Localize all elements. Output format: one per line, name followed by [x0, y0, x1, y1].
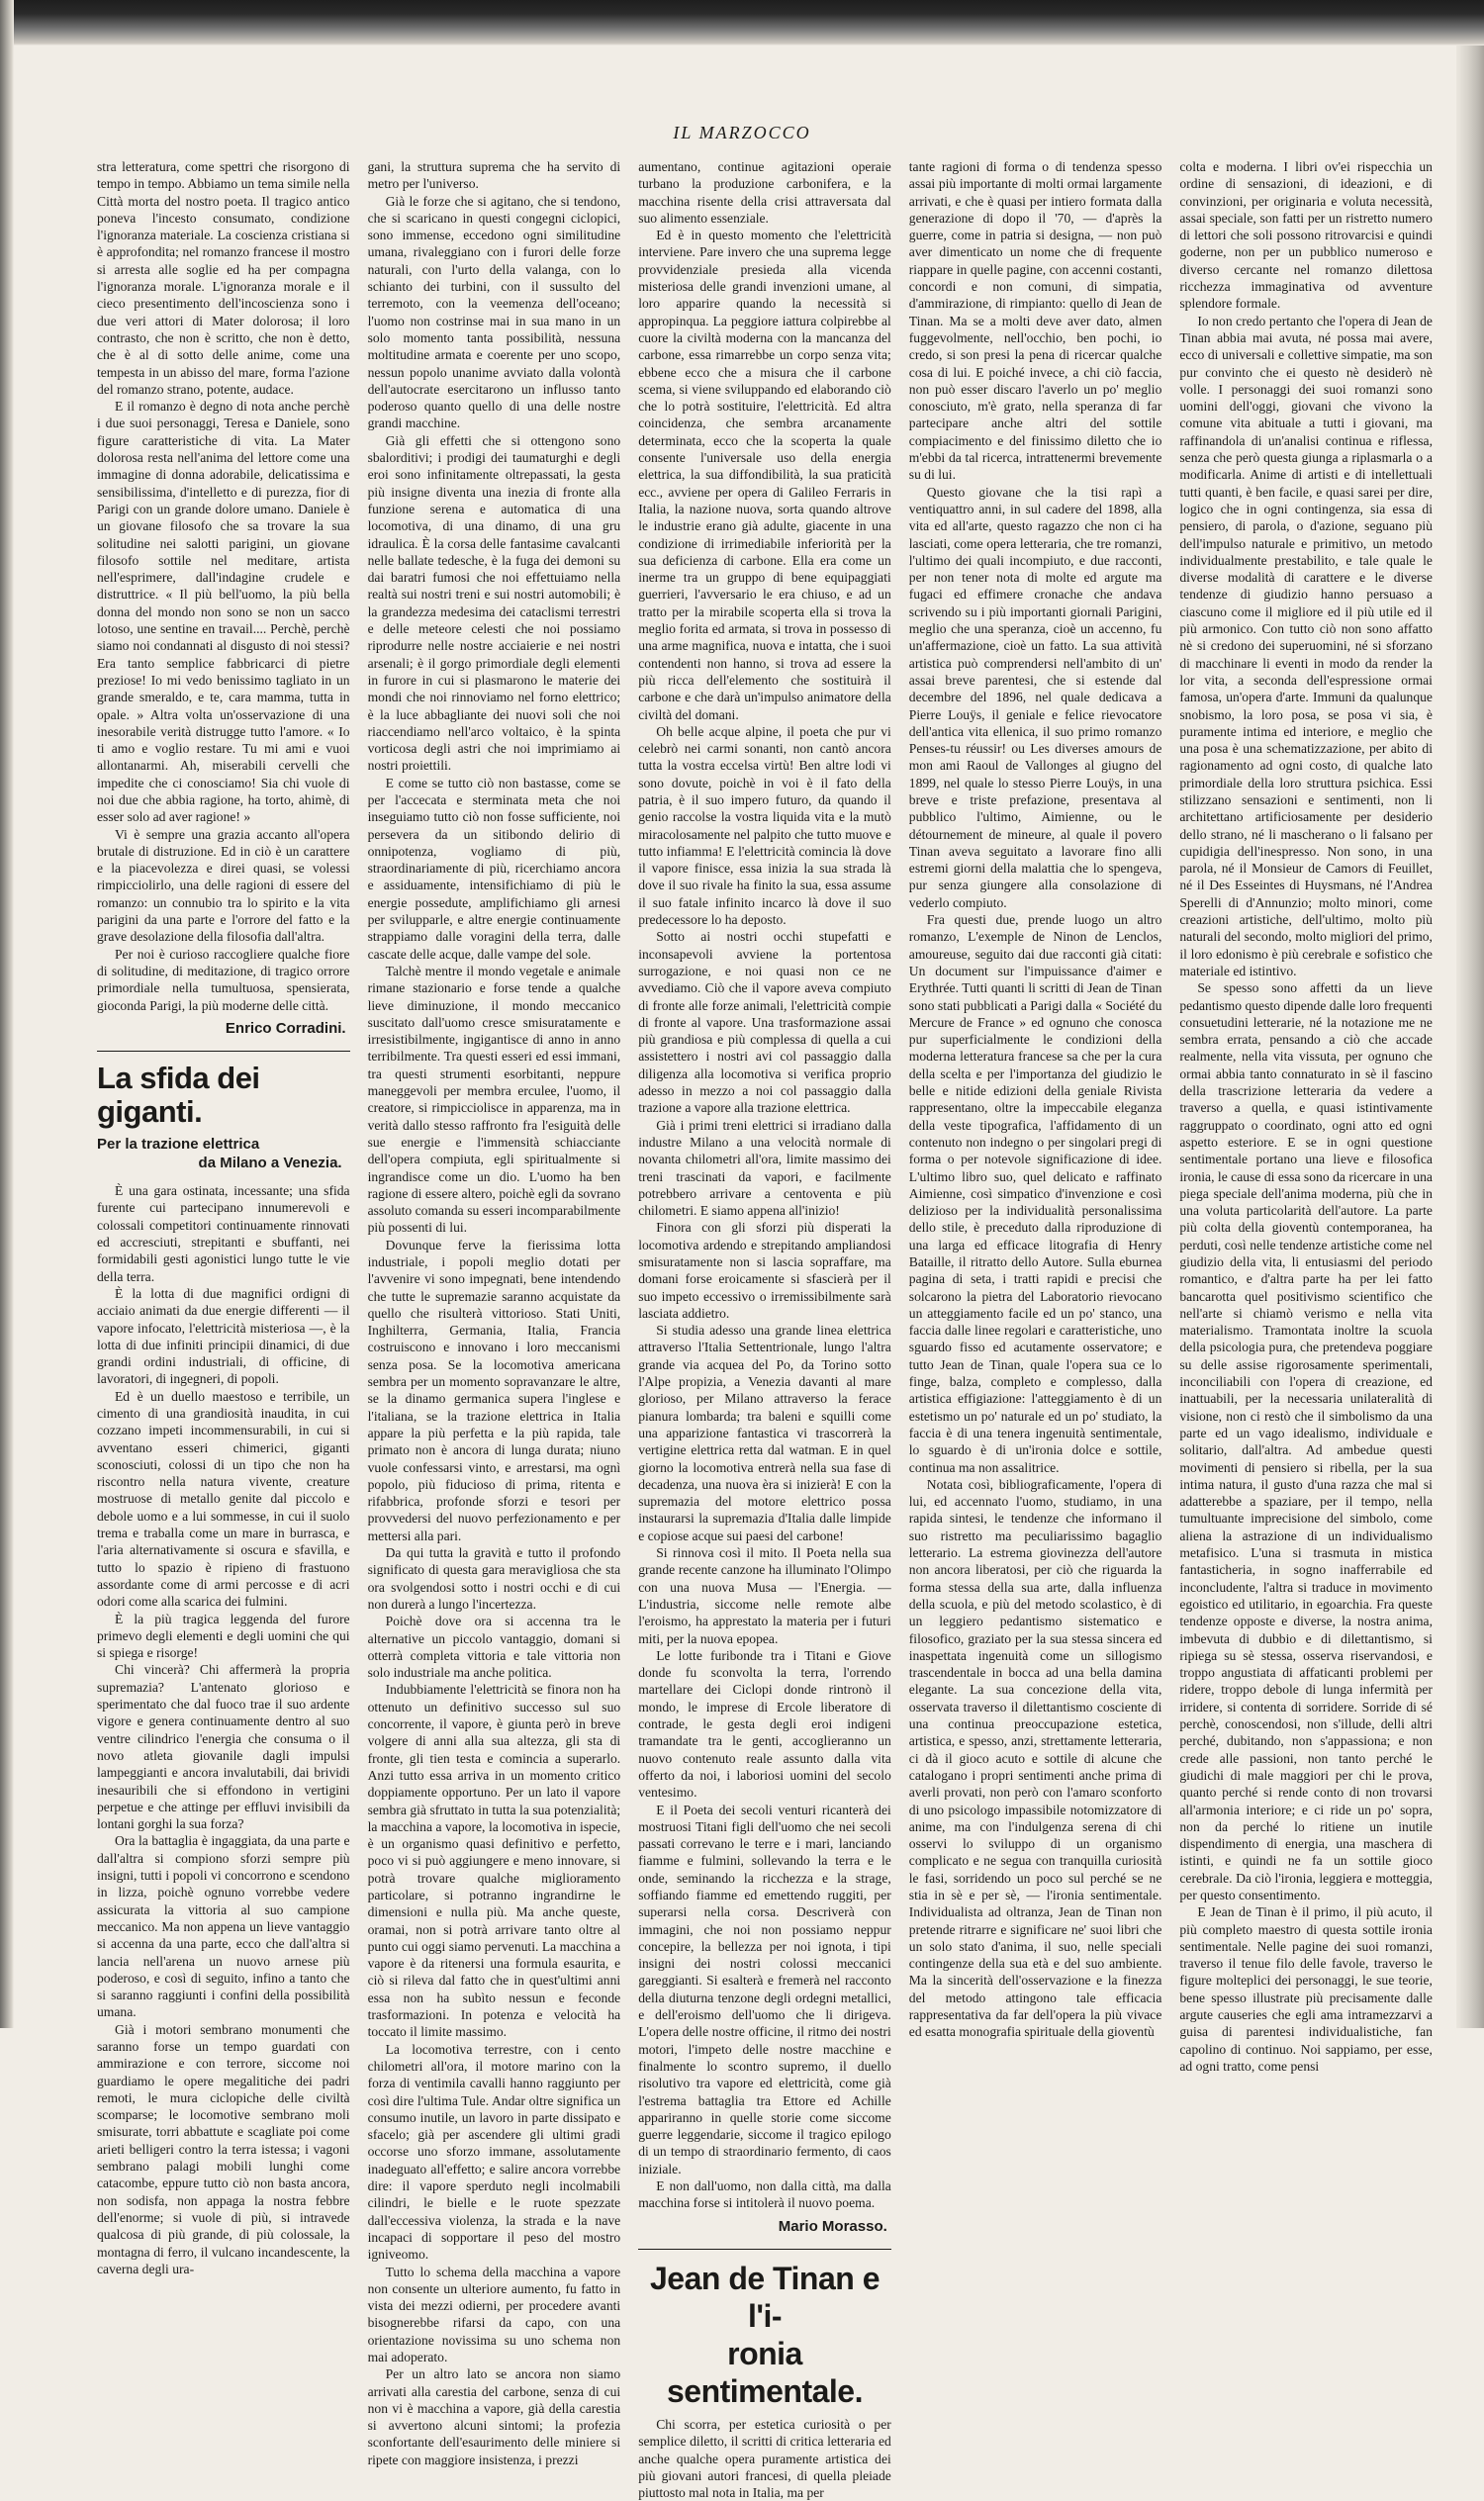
article2-subtitle-line2: da Milano a Venezia. — [198, 1155, 342, 1172]
column-1 — [97, 158, 350, 2276]
article2-paragraph: E il Poeta dei secoli venturi ricanterà dei mostruosi Titani figli dell'uomo che nei secoli passati correvano le terre e i mari, lanciando fiamme e fulmini, sollevando la terra e le onde, seminando la ricchezza e la strage, soffiando fiamme ed emettendo ruggiti, per superarsi nella corsa. Descriverà con immagini, che noi non possiamo neppur concepire, la bellezza per noi ignota, i tipi insigni dei nostri colossi meccanici gareggianti. Si esalterà e fremerà nel racconto della diuturna tenzone degli ordegni metallici, e dell'eroismo dell'uomo che li dirigeva. L'opera delle nostre officine, il ritmo dei nostri motori, l'impeto delle nostre macchine e finalmente lo scontro supremo, il duello risolutivo tra vapore ed elettricità, come già l'estrema battaglia tra Ettore ed Achille appariranno in quelle storie come siccome guerre leggendarie, siccome il tragico epilogo di un tempo di straordinario fermento, di caos iniziale. — [638, 1802, 891, 2177]
article3-paragraph: Fra questi due, prende luogo un altro romanzo, L'exemple de Ninon de Lenclos, amoureuse, seguito dai due racconti già citati: Un document sur l'impuissance d'aimer e Erythrée. Tutti quanti li scritti di Jean de Tinan sono stati pubblicati a Parigi dalla « Société du Mercure de France » ed ognuno che conosca pur superficialmente le condizioni della moderna letteratura francese sa che per la cura della scelta e per l'importanza del giudizio le belle e nitide edizioni della geniale Rivista rappresentano, oltre la impeccabile eleganza della veste tipografica, l'affidamento di un contenuto non indegno o per singolari pregi di forma o per notevole significazione di idee. L'ultimo libro suo, quel delicato e raffinato Aimienne, così simpatico d'invenzione e così delizioso per la individualità personalissima dello stile, è preceduto dalla riproduzione di una larga ed efficace litografia di Henry Bataille, il ritratto dello Autore. Sulla eburnea pagina di seta, i tratti rapidi e precisi che solcarono la pietra del Laboratorio rievocano un atteggiamento facile ed un po' stanco, una faccia dalle linee regolari e caratteristiche, uno sguardo fisso ed acutamente osservatore; e tutto Jean de Tinan, quale l'opera sua ce lo finge, balza, completo e complesso, dalla artistica effigiazione: l'atteggiamento è di un estetismo un po' naturale ed un po' studiato, la faccia è di una tenera ingenuità sentimentale, lo sguardo è di un'ironia dolce e sottile, continua ma non assalitrice. — [908, 912, 1162, 1475]
article2-paragraph: Già le forze che si agitano, che si tendono, che si scaricano in questi congegni ciclopici, sono immense, eccedono ogni similitudine umana, rivaleggiano con i furori delle forze naturali, con l'urto della valanga, con lo schianto dei turbini, con il sussulto del terremoto, con la veemenza dell'oceano; l'uomo non costrinse mai in sua mano in un solo momento tanta possibilità, nessuna moltitudine armata e coerente per uno scopo, nessun popolo unanime avviato dalla volontà dell'autocrate esercitarono un influsso tanto poderoso quanto quello di una delle nostre grandi macchine. — [367, 193, 621, 431]
article2-paragraph: Si studia adesso una grande linea elettrica attraverso l'Italia Settentrionale, lungo l'altra grande via acquea del Po, da Torino sotto l'Alpe propizia, a Venezia davanti al mare glorioso, per Milano attraverso la ferace pianura lombarda; tra baleni e squilli come una apparizione fantastica vi trascorrerà la vertigine elettrica retta dal watman. E in quel giorno la locomotiva entrerà nella sua fase di decadenza, una nuova èra si inizierà! E con la supremazia del motore elettrico possa instaurarsi la supremazia d'Italia dalle limpide e copiose acque sui paesi del carbone! — [638, 1323, 891, 1543]
running-title: IL MARZOCCO — [673, 123, 811, 142]
article1-paragraph: stra letteratura, come spettri che risorgono di tempo in tempo. Abbiamo un tema simile nella Città morta del nostro poeta. Il tragico antico poneva l'incesto consumato, condizione l'ignoranza materiale. La coscienza cristiana si è approfondita; nel romanzo francese il mostro si arresta alle soglie ed ha per compagna l'ignoranza morale. L'ignoranza morale e il cieco presentimento dell'incoscienza sono i due veri attori di Mater dolorosa; il loro contrasto, che non è scritto, che non è detto, che è al di sotto delle anime, come una tempesta in un abisso del mare, forma l'azione del romanzo strano, potente, audace. — [97, 159, 350, 397]
article2-paragraph: E non dall'uomo, non dalla città, ma dalla macchina forse si intitolerà il nuovo poema. — [638, 2178, 891, 2211]
article2-paragraph: Oh belle acque alpine, il poeta che pur vi celebrò nei carmi sonanti, non cantò ancora tutta la vostra eccelsa virtù! Ben altre lodi vi sono dovute, poichè in voi è il fato della patria, è il suo impero futuro, da quando il genio raccolse la vostra liquida vita e la mutò miracolosamente nel palpito che tutto muove e tutto infiamma! E l'elettricità comincia là dove il vapore finisce, essa inizia la sua strada là dove il suo rivale ha finito la sua, essa assume il suo fatale infinito incarco là dove il suo predecessore lo ha deposto. — [638, 723, 891, 928]
article2-paragraph: Ora la battaglia è ingaggiata, da una parte e dall'altra si compiono sforzi sempre più insigni, tutti i popoli vi concorrono e scendono in lizza, poichè ognuno vorrebbe vedere assicurata la vittoria al suo campione meccanico. Ma non appena un lieve vantaggio si accenna da una parte, ecco che dall'altra si lancia nell'arena un nuovo arnese più poderoso, e così di seguito, infino a tanto che si saranno raggiunti i confini della possibilità umana. — [97, 1833, 350, 2020]
article2-paragraph: Già i primi treni elettrici si irradiano dalla industre Milano a una velocità normale di novanta chilometri all'ora, limite massimo dei treni trascinati da vapori, e facilmente potrebbero arrivare a centoventa e più chilometri. E siamo appena all'inizio! — [638, 1117, 891, 1219]
article2-paragraph: Già i motori sembrano monumenti che saranno forse un tempo guardati con ammirazione e con terrore, siccome noi guardiamo le opere megalitiche dei padri remoti, le mura ciclopiche delle civiltà scomparse; le locomotive sembrano moli smisurate, torri abbattute e scagliate poi come arieti belligeri contro la terra istessa; i vagoni sembrano palagi mobili lunghi come catacombe, eppure tutto ciò non basta ancora, non sodisfa, non appaga la nostra febbre dell'enorme; si vuole di più, si intravede qualcosa di più grande, di più colossale, la montagna di ferro, il vulcano incandescente, la caverna degli ura- — [97, 2021, 350, 2276]
article2-paragraph: È la più tragica leggenda del furore primevo degli elementi e degli uomini che qui si spiega e risorge! — [97, 1611, 350, 1661]
article2-paragraph: Dovunque ferve la fierissima lotta industriale, i popoli meglio dotati per l'avvenire vi sono impegnati, bene intendendo che tutte le supremazie saranno acquistate da quello che risulterà vittorioso. Stati Uniti, Inghilterra, Germania, Italia, Francia costruiscono e innovano i loro meccanismi senza posa. Se la locomotiva americana sembra per un momento sopravanzare le altre, se la dinamo germanica supera l'inglese e l'italiana, se la trazione elettrica in Italia appare la più perfetta e la più rapida, tale primato non è ancora di lunga durata; niuno vuole confessarsi vinto, e arrestarsi, ma ognì popolo, più fiducioso di prima, ritenta e rifabbrica, profonde sforzi e tesori per provvedersi del nuovo perfezionamento e per mettersi alla pari. — [367, 1237, 621, 1543]
article2-paragraph: Poichè dove ora si accenna tra le alternative un piccolo vantaggio, domani si otterrà completa vittoria e tale vittoria non solo industriale ma anche politica. — [367, 1614, 621, 1681]
article2-paragraph: È una gara ostinata, incessante; una sfida furente cui partecipano innumerevoli e colossali competitori continuamente rinnovati ed accresciuti, strepitanti e sbuffanti, nei formidabili gesti agonistici lungo tutte le vie della terra. — [97, 1183, 350, 1284]
article1-paragraph: Per noi è curioso raccogliere qualche fiore di solitudine, di meditazione, di tragico orrore primordiale nella tumultuosa, spensierata, gioconda Parigi, la più moderne delle città. — [97, 946, 350, 1013]
article2-paragraph: gani, la struttura suprema che ha servito di metro per l'universo. — [367, 159, 621, 192]
article3-paragraph: E Jean de Tinan è il primo, il più acuto, il più completo maestro di questa sottile ironia sentimentale. Nelle pagine dei suoi romanzi, traverso il tenue filo delle favole, traverso le figure molteplici dei personaggi, le sue teorie, bene spesso illustrate più precisamente dalle argute causeries che egli ama intramezzarvi a guisa di parentesi individualistiche, fan capolino di continuo. Noi sappiamo, per esse, ad ogni tratto, come pensi — [1179, 1904, 1433, 2074]
article2-paragraph: Tutto lo schema della macchina a vapore non consente un ulteriore aumento, fu fatto in vista dei mezzi odierni, per procedere avanti bisognerebbe rifarsi da capo, con una orientazione novissima su uno schema non mai adoperato. — [367, 2264, 621, 2364]
article3-paragraph: Questo giovane che la tisi rapì a ventiquattro anni, in sul cadere del 1898, alla vita ed all'arte, questo ragazzo che non ci ha lasciati, come opera letteraria, che tre romanzi, l'ultimo dei quali incompiuto, e due racconti, per non tener nota di molte ed argute ma fugaci ed effimere cronache che andava scrivendo su i più importanti giornali Parigini, meglio che una speranza, cioè un accenno, fu un'affermazione, cioè un fatto. La sua attività artistica può comprendersi nell'ambito di un' assai breve parentesi, che si estende dal decembre del 1896, nel quale dedicava a Pierre Louÿs, il geniale e felice rievocatore dell'antica vita ellenica, il suo primo romanzo Penses-tu réussir! ou Les diverses amours de mon ami Raoul de Vallonges al giugno del 1899, nel quale lo stesso Pierre Louÿs, in una breve e triste prefazione, presentava al pubblico l'ultimo, Aimienne, ou le détournement de mineure, al quale il povero Tinan aveva seguitato a lavorare fino alli estremi giorni della malattia che lo spengeva, pur senza giungere alla consolazione di vederlo compiuto. — [908, 484, 1162, 910]
newspaper-columns — [97, 158, 1433, 2501]
article2-paragraph: aumentano, continue agitazioni operaie turbano la produzione carbonifera, e la macchina risente della crisi attraversata dal suo alimento essenziale. — [638, 159, 891, 226]
article2-paragraph: La locomotiva terrestre, con i cento chilometri all'ora, il motore marino con la forza di ventimila cavalli hanno raggiunto per così dire l'ultima Tule. Andar oltre significa un consumo inutile, un lavoro in parte dissipato e sfacelo; già per ascendere gli ultimi gradi occorse uno sforzo immane, assolutamente inadeguato all'effetto; e salire ancora vorrebbe dire: il vapore sperduto negli incolmabili cilindri, le bielle e le ruote spezzate dall'eccessiva violenza, la strada e la nave incapaci di sopportare il peso del mostro igniveomo. — [367, 2041, 621, 2263]
article2-paragraph: Le lotte furibonde tra i Titani e Giove donde fu sconvolta la terra, l'orrendo martellare dei Ciclopi donde rintronò il mondo, le imprese di Ercole liberatore di contrade, le gesta degli eroi indigeni tramandate tra le genti, accoglieranno un nuovo contenuto reale assunto dalla vita offerto da noi, i laboriosi uomini del secolo ventesimo. — [638, 1647, 891, 1801]
article1-body — [97, 158, 350, 1014]
column-4 — [908, 158, 1162, 2040]
scan-left-edge — [0, 0, 14, 2028]
article1-paragraph: E il romanzo è degno di nota anche perchè i due suoi personaggi, Teresa e Daniele, sono figure caratteristiche di vita. La Mater dolorosa resta nell'anima del lettore come una immagine di donna adorabile, delicatissima e sensibilissima, d'intelletto e di purezza, fior di Parigi con un grande dolore umano. Daniele è un giovane filosofo che sa trovare la sua solitudine nei salotti parigini, un giovane filosofo sottile nel meditare, artista nell'esprimere, dall'indagine crudele e distruttrice. « Il più bell'uomo, la più bella donna del mondo non sono se non un sacco lotoso, une sentine en travail.... Perchè, perchè siamo noi condannati al disgusto di noi stessi? Era tanto semplice fabbricarci di pietre preziose! Io mi vedo benissimo tagliato in un grande smeraldo, e te, cara mamma, tutta in opale. » Altra volta un'osservazione di una inesorabile verità distrugge tutto l'amore. « Io ti amo e voglio restare. Tu mi ami e vuoi allontanarmi. Ah, miserabili cervelli che impedite che ci conosciamo! Sia chi vuole di noi due che abbia ragione, ha torto, ahimè, di esser solo ad aver ragione! » — [97, 399, 350, 825]
article2-paragraph: Da qui tutta la gravità e tutto il profondo significato di questa gara meravigliosa che sta ora svolgendosi sotto i nostri occhi e di cui non durerà a lungo l'incertezza. — [367, 1545, 621, 1612]
article2-subtitle-line1: Per la trazione elettrica — [97, 1136, 260, 1154]
article1-signature: Enrico Corradini. — [225, 1019, 346, 1037]
scan-right-edge — [1456, 46, 1484, 2028]
article3-paragraph: tante ragioni di forma o di tendenza spesso assai più importante di molti ormai largamente arrivati, e che è quasi per intiero formata dalla generazione di dopo il '70, — d'après la guerre, come in patria si designa, — non può aver dimenticato un nome che di frequente riappare in quelle pagine, con accenni costanti, concordi e non comuni, di simpatia, d'ammirazione, di rimpianto: quello di Jean de Tinan. Ma se a molti deve aver dato, almen fuggevolmente, nell'occhio, ben pochi, io credo, si son presi la pena di ricercar qualche cosa di lui. E poiché invece, a chi ciò faccia, non può esser discaro l'averlo un po' meglio conosciuto, m'è grato, nella speranza di far partecipare anche altri del sottile compiacimento e del finissimo diletto che io m'ebbi da tal ricerca, intrattenermi brevemente su di lui. — [908, 159, 1162, 483]
article3-title-line1: Jean de Tinan e l'i- — [649, 2260, 880, 2334]
article2-paragraph: Ed è un duello maestoso e terribile, un cimento di una grandiosità inaudita, in cui cozzano impeti incommensurabili, in cui si avventano esseri chimerici, giganti sconosciuti, colossi di un tipo che non ha riscontro nella natura vivente, creature mostruose di metallo genite dal piccolo e debole uomo e a lui sommesse, in cui il suolo trema e traballa come un mare in burrasca, e l'aria alternativamente si oscura e sfavilla, e tutto lo spazio è ripieno di frastuono assordante come di armi percosse e di acri odori come alla scarica dei fulmini. — [97, 1388, 350, 1610]
divider — [97, 1051, 350, 1052]
column-5 — [1179, 158, 1433, 2074]
article3-title-line2: ronia sentimentale. — [666, 2335, 863, 2409]
article2-paragraph: Chi vincerà? Chi affermerà la propria supremazia? L'antenato glorioso e sperimentato che dal fuoco trae il suo ardente vigore e genera continuamente dentro al suo ventre cilindrico l'energia che consuma o il novo atleta giovanile dagli impulsi lampeggianti e ancora invalutabili, dai brividi inesauribili che si effondono in vertigini perpetue e che attinge per effluvi invisibili da lontani gorghi la sua forza? — [97, 1662, 350, 1832]
article2-paragraph: Si rinnova così il mito. Il Poeta nella sua grande recente canzone ha illuminato l'Olimpo con una nuova Musa — l'Energia. — L'industria, siccome nelle remote albe l'eroismo, ha apprestato la materia per i futuri miti, per la nuova epopea. — [638, 1545, 891, 1646]
article2-paragraph: Per un altro lato se ancora non siamo arrivati alla carestia del carbone, senza di cui non vi è macchina a vapore, già della carestia si avvertono alcuni sintomi; la profezia sconfortante dell'esaurimento delle miniere si ripete con maggiore insistenza, i prezzi — [367, 2366, 621, 2467]
divider — [638, 2249, 891, 2250]
article2-signature: Mario Morasso. — [778, 2217, 887, 2235]
article1-paragraph: Vi è sempre una grazia accanto all'opera brutale di distruzione. Ed in ciò è un carattere e la piacevolezza e direi quasi, se volessi rimpicciolirlo, una delle ragioni di essere del romanzo: un connubio tra lo spirito e la vita parigini da una parte e l'orrore del fatto e la grave desolazione della filosofia dall'altra. — [97, 826, 350, 945]
article2-subtitle — [97, 1135, 350, 1172]
article2-paragraph: È la lotta di due magnifici ordigni di acciaio animati da due energie differenti — il vapore infocato, l'elettricità misteriosa —, è la lotta di due infiniti principii dinamici, di due grandi ordini industriali, di officine, di lavoratori, di ingegneri, di popoli. — [97, 1285, 350, 1387]
column-3 — [638, 158, 891, 2501]
article3-paragraph: Io non credo pertanto che l'opera di Jean de Tinan abbia mai avuta, né possa mai avere, ecco di universali e collettive simpatie, ma son pur convinto che ei questo nè desiderò nè volle. I personaggi dei suoi romanzi sono uomini dell'oggi, giovani che vivono la comune vita abituale a tutti i giovani, ma raffinandola di un'analisi continua e riflessa, senza che però questa giunga a riplasmarla o a modificarla. Anime di artisti e di intellettuali tutti quanti, è ben facile, e quasi sarei per dire, logico che in ogni contingenza, sia essa di pensiero, di parola, o d'azione, seguano più dell'impulso naturale e primitivo, un metodo individualmente prestabilito, e tale quale le diverse modalità di carattere e le diverse tendenze di giudizio hanno persuaso a ciascuno come il migliore ed il più utile ed il più armonico. Con tutto ciò non sono affatto nè si credono dei superuomini, né si sforzano di macchinare li eventi in modo da render la lor vita, a seconda dell'espressione ormai famosa, un'opera d'arte. Immuni da qualunque snobismo, la loro posa, se posa vi sia, è puramente intima ed interiore, e meglio che una posa è una schematizzazione, per abito di ragionamento ad ogni costo, di qualche lato primordiale della loro struttura psichica. Essi stilizzano sensazioni e sentimenti, non li architettano artificiosamente per desiderio dello strano, né li mascherano o li falsano per cupidigia dell'inespresso. Non sono, in una parola, né il Monsieur de Camors di Feuillet, né il Des Esseintes di Huysmans, né l'Andrea Sperelli di d'Annunzio; molto minori, come creazioni artistiche, dell'ultimo, molto più naturali del secondo, molto migliori del primo, il loro edonismo è più cerebrale e sofistico che materiale ed istintivo. — [1179, 313, 1433, 978]
article2-paragraph: Indubbiamente l'elettricità se finora non ha ottenuto un definitivo successo sul suo concorrente, il vapore, è giunta però in breve volgere di anni alla sua altezza, gli sta di fronte, gli tien testa e comincia a superarlo. Anzi tutto essa arriva in un momento critico doppiamente opportuno. Per un lato il vapore sembra già sfruttato in tutta la sua potenzialità; la macchina a vapore, la locomotiva in ispecie, è un organismo quasi definitivo e perfetto, poco vi si può aggiungere e meno innovare, si potrà trovare qualche miglioramento particolare, si potranno ingrandirne le dimensioni e nulla più. Ma anche queste, oramai, non si potrà arrivare tanto oltre al punto cui oggi siamo pervenuti. La macchina a vapore è da ritenersi una formula esaurita, e ciò si rileva dal fatto che in quest'ultimi anni essa non ha subìto nessun e feconde trasformazioni. In potenza e velocità ha toccato il limite massimo. — [367, 1682, 621, 2040]
article2-paragraph: Finora con gli sforzi più disperati la locomotiva ardendo e strepitando ampliandosi smisuratamente non si lascia sopraffare, ma domani forse eroicamente si sfascierà per il suo impeto eccessivo o irremissibilmente sarà lasciata addietro. — [638, 1220, 891, 1321]
article3-paragraph: Se spesso sono affetti da un lieve pedantismo questo dipende dalle loro frequenti consuetudini letterarie, né la notazione me ne sembra errata, pensando a ciò che accade realmente, nella vita vissuta, per ognuno che ormai abbia tanto connaturato in sè il fascino della trascrizione letteraria da vedere a traverso a quella, e quasi istintivamente raggruppato o coordinato, ogni atto ed ogni aspetto esteriore. E se in ogni questione sentimentale portano una lieve e filosofica ironia, le cause di essa sono da ricercare in una piega speciale dell'anima moderna, più che in una voluta particolarità dell'autore. La parte più colta della gioventù contemporanea, ha perduti, così nelle tendenze artistiche come nel giudizio della vita, li entusiasmi del periodo romantico, e d'altra parte ha per lei fatto bancarotta quel positivismo scientifico che nell'arte si chiamò verismo e nella vita materialismo. Tramontata inoltre la scuola della psicologia pura, che pretendeva poggiare su delle assise rigorosamente sperimentali, inconciliabili con l'opera di creazione, ed inattuabili, per la necessaria unilateralità di visione, non ci restò che il simbolismo da una parte ed un vago idealismo, individuale e solitario, dall'altra. Ad ambedue questi movimenti di pensiero si ribella, per la sua intima natura, il gusto d'una razza che mal si adatterebbe a spaziare, per il tempo, nella tumultuante imprecisione del simbolo, come aliena la astrazione di un individualismo metafisico. L'una si trasmuta in mistica fantasticheria, in sogno inafferrabile ed inconcludente, l'altra si traduce in movimento egoistico ed utilitario, in egoarchia. Fra queste tendenze opposte e diverse, la nostra anima, imbevuta di dubbio e di dilettantismo, si ripiega su sè stessa, osserva riservandosi, e troppo angustiata di affaticanti problemi per ridere, troppo debole di lunga infermità per irridere, si contenta di sorridere. Sorride di sé perchè, conoscendosi, non s'illude, delli altri perché, dubitando, non s'appassiona; e non crede alle passioni, non tanto perché le giudichi di male maggiori per chi le prova, quanto perché si rende conto di non trovarsi all'armonia interiore; e ci ride un po' sopra, non da perché lo ritiene un inutile dispendimento di energia, una maschera di istinti, e quindi ne fa un sottile gioco cerebrale. Da ciò l'ironia, leggiera e motteggia, per questo consentimento. — [1179, 980, 1433, 1902]
scan-top-edge — [0, 0, 1484, 46]
article3-paragraph: Notata così, bibliograficamente, l'opera di lui, ed accennato l'uomo, studiamo, in una rapida sintesi, le tendenze che informano il suo ristretto ma peculiarissimo bagaglio letterario. La estrema giovinezza dell'autore non ancora liberatosi, per ciò che riguarda la forma stessa della sua arte, dalla influenza della scuola, e più del metodo scolastico, è di un leggiero pedantismo sistematico e filosofico, graziato per la sua stessa sincera ed inaspettata ingenuità come un sillogismo trascendentale in bocca ad una bella damina elegante. La sua concezione della vita, osservata traverso il dilettantismo cosciente di una continua preoccupazione estetica, artistica, e spesso, anzi, strettamente letteraria, ci dà il gioco acuto e sottile di alcune che catalogano i propri sentimenti anche prima di averli provati, non però con l'amaro sconforto di uno psicologo impassibile notomizzatore di anime, ma con l'indulgenza serena di chi osservi lo sviluppo di un organismo complicato e ne segua con tranquilla curiosità le fasi, sorridendo un poco sul perché se ne stia in sè e per sè, — l'ironia sentimentale. Individualista ad oltranza, Jean de Tinan non pretende ritrarre e significare ne' suoi libri che un solo stato d'anima, il suo, nelle speciali contingenze della sua età e del suo ambiente. Ma la sincerità dell'osservazione e la finezza del metodo attingono tale efficacia rappresentativa da far dell'opera la più vivace ed esatta monografia spirituale della gioventù — [908, 1476, 1162, 2040]
column-2 — [367, 158, 621, 2467]
article3-title — [638, 2260, 891, 2410]
article3-paragraph: colta e moderna. I libri ov'ei rispecchia un ordine di sensazioni, di ideazioni, e di convinzioni, per originaria e voluta necessità, assai speciale, son fatti per un ristretto numero di lettori che soli possono ritrovarcisi e quindi goderne, non per un pubblico numeroso e diverso cercante nel romanzo dilettosa ricchezza immaginativa od avventure splendore formale. — [1179, 159, 1433, 312]
article2-paragraph: Sotto ai nostri occhi stupefatti e inconsapevoli avviene la portentosa surrogazione, e noi quasi non ce ne avvediamo. Ciò che il vapore aveva compiuto di fronte alle forze animali, l'elettricità compie di fronte al vapore. Una trasformazione assai più grandiosa e più complessa di quella a cui assistettero i nostri avi col passaggio dalla diligenza alla locomotiva si verifica proprio adesso in mezzo a noi col passaggio dalla trazione a vapore alla trazione elettrica. — [638, 929, 891, 1116]
article2-paragraph: Già gli effetti che si ottengono sono sbalorditivi; i prodigi dei taumaturghi e degli eroi sono infinitamente oltrepassati, la gesta più insigne diventa una inezia di fronte alla funzione serena e automatica di una locomotiva, di una dinamo, di una gru idraulica. È la corsa delle fantasime cavalcanti nelle ballate tedesche, è la fuga dei demoni su dai baratri fumosi che noi effettuiamo nella realtà sui nostri treni e sui nostri automobili; è la grandezza medesima dei cataclismi terrestri e delle meteore celesti che noi possiamo riprodurre nelle nostre acciaierie e nei nostri arsenali; è il gorgo primordiale degli elementi in furore in cui si plasmarono le materie dei mondi che noi rinnoviamo nel forno elettrico; è la luce abbagliante dei nuovi soli che noi riaccendiamo nell'arco voltaico, è la spinta vorticosa degli astri che noi imprimiamo ai nostri proiettili. — [367, 432, 621, 774]
article2-paragraph: Talchè mentre il mondo vegetale e animale rimane stazionario e forse tende a qualche lieve diminuzione, il mondo meccanico suscitato dall'uomo cresce smisuratamente e irresistibilmente, ingigantisce di anno in anno terribilmente. Tra questi esseri ed essi immani, tra questi strumenti esorbitanti, neppure maneggevoli per membra erculee, l'uomo, il creatore, si rimpicciolisce in apparenza, ma in verità dallo stesso raffronto fra l'esiguità delle sue energie e l'immensità schiacciante dell'opera compiuta, egli spiritualmente si ingrandisce come un dio. L'uomo ha ben ragione di essere altero, poichè egli da sovrano assoluto comanda su esseri incomparabilmente più possenti di lui. — [367, 963, 621, 1236]
article2-title: La sfida dei giganti. — [97, 1061, 260, 1130]
article2-paragraph: E come se tutto ciò non bastasse, come se per l'accecata e sterminata meta che noi inseguiamo tutto ciò non fosse sufficiente, noi persevera da un sitibondo delirio di onnipotenza, vogliamo di più, straordinariamente di più, ricerchiamo ancora e assiduamente, intensifichiamo di più le energie possedute, amplifichiamo gli arnesi per svilupparle, e altre energie continuamente strappiamo dalle voragini della terra, dalle cascate delle acque, dalle vampe del sole. — [367, 775, 621, 962]
article3-paragraph: Chi scorra, per estetica curiosità o per semplice diletto, il scritti di critica letteraria ed anche qualche opera puramente artistica dei più giovani autori francesi, di quella pleiade piuttosto mal nota in Italia, ma per — [638, 2416, 891, 2501]
article2-paragraph: Ed è in questo momento che l'elettricità interviene. Pare invero che una suprema legge provvidenziale presieda alla vicenda misteriosa delle grandi invenzioni umane, al loro apparire quando la necessità si appropinqua. La peggiore iattura colpirebbe al cuore la civiltà moderna con la mancanza del carbone, essa rimarrebbe un corpo senza vita; ebbene ecco che a misura che il carbone scema, si viene sviluppando ed elaborando ciò che lo potrà sostituire, l'elettricità. Ed altra coincidenza, che sembra arcanamente determinata, ecco che la scoperta la quale consente l'universale uso della energia elettrica, la sua diffondibilità, la sua praticità ecc., avviene per opera di Galileo Ferraris in Italia, la nazione nuova, sorta quando altrove le industrie erano già adulte, giacente in una condizione di irrimediabile inferiorità per la sua deficienza di carbone. Ella era come un inerme tra un gruppo di bene equipaggiati guerrieri, l'avversario le era chiuso, e ad un tratto per la mirabile scoperta ella si trova la meglio forita ed armata, si trova in possesso di una arme magnifica, nuova e intatta, che i suoi contendenti non hanno, si trova ad essere la più ricca dell'elemento che sostituirà il carbone e che darà un'impulso animatore della civiltà del domani. — [638, 228, 891, 722]
